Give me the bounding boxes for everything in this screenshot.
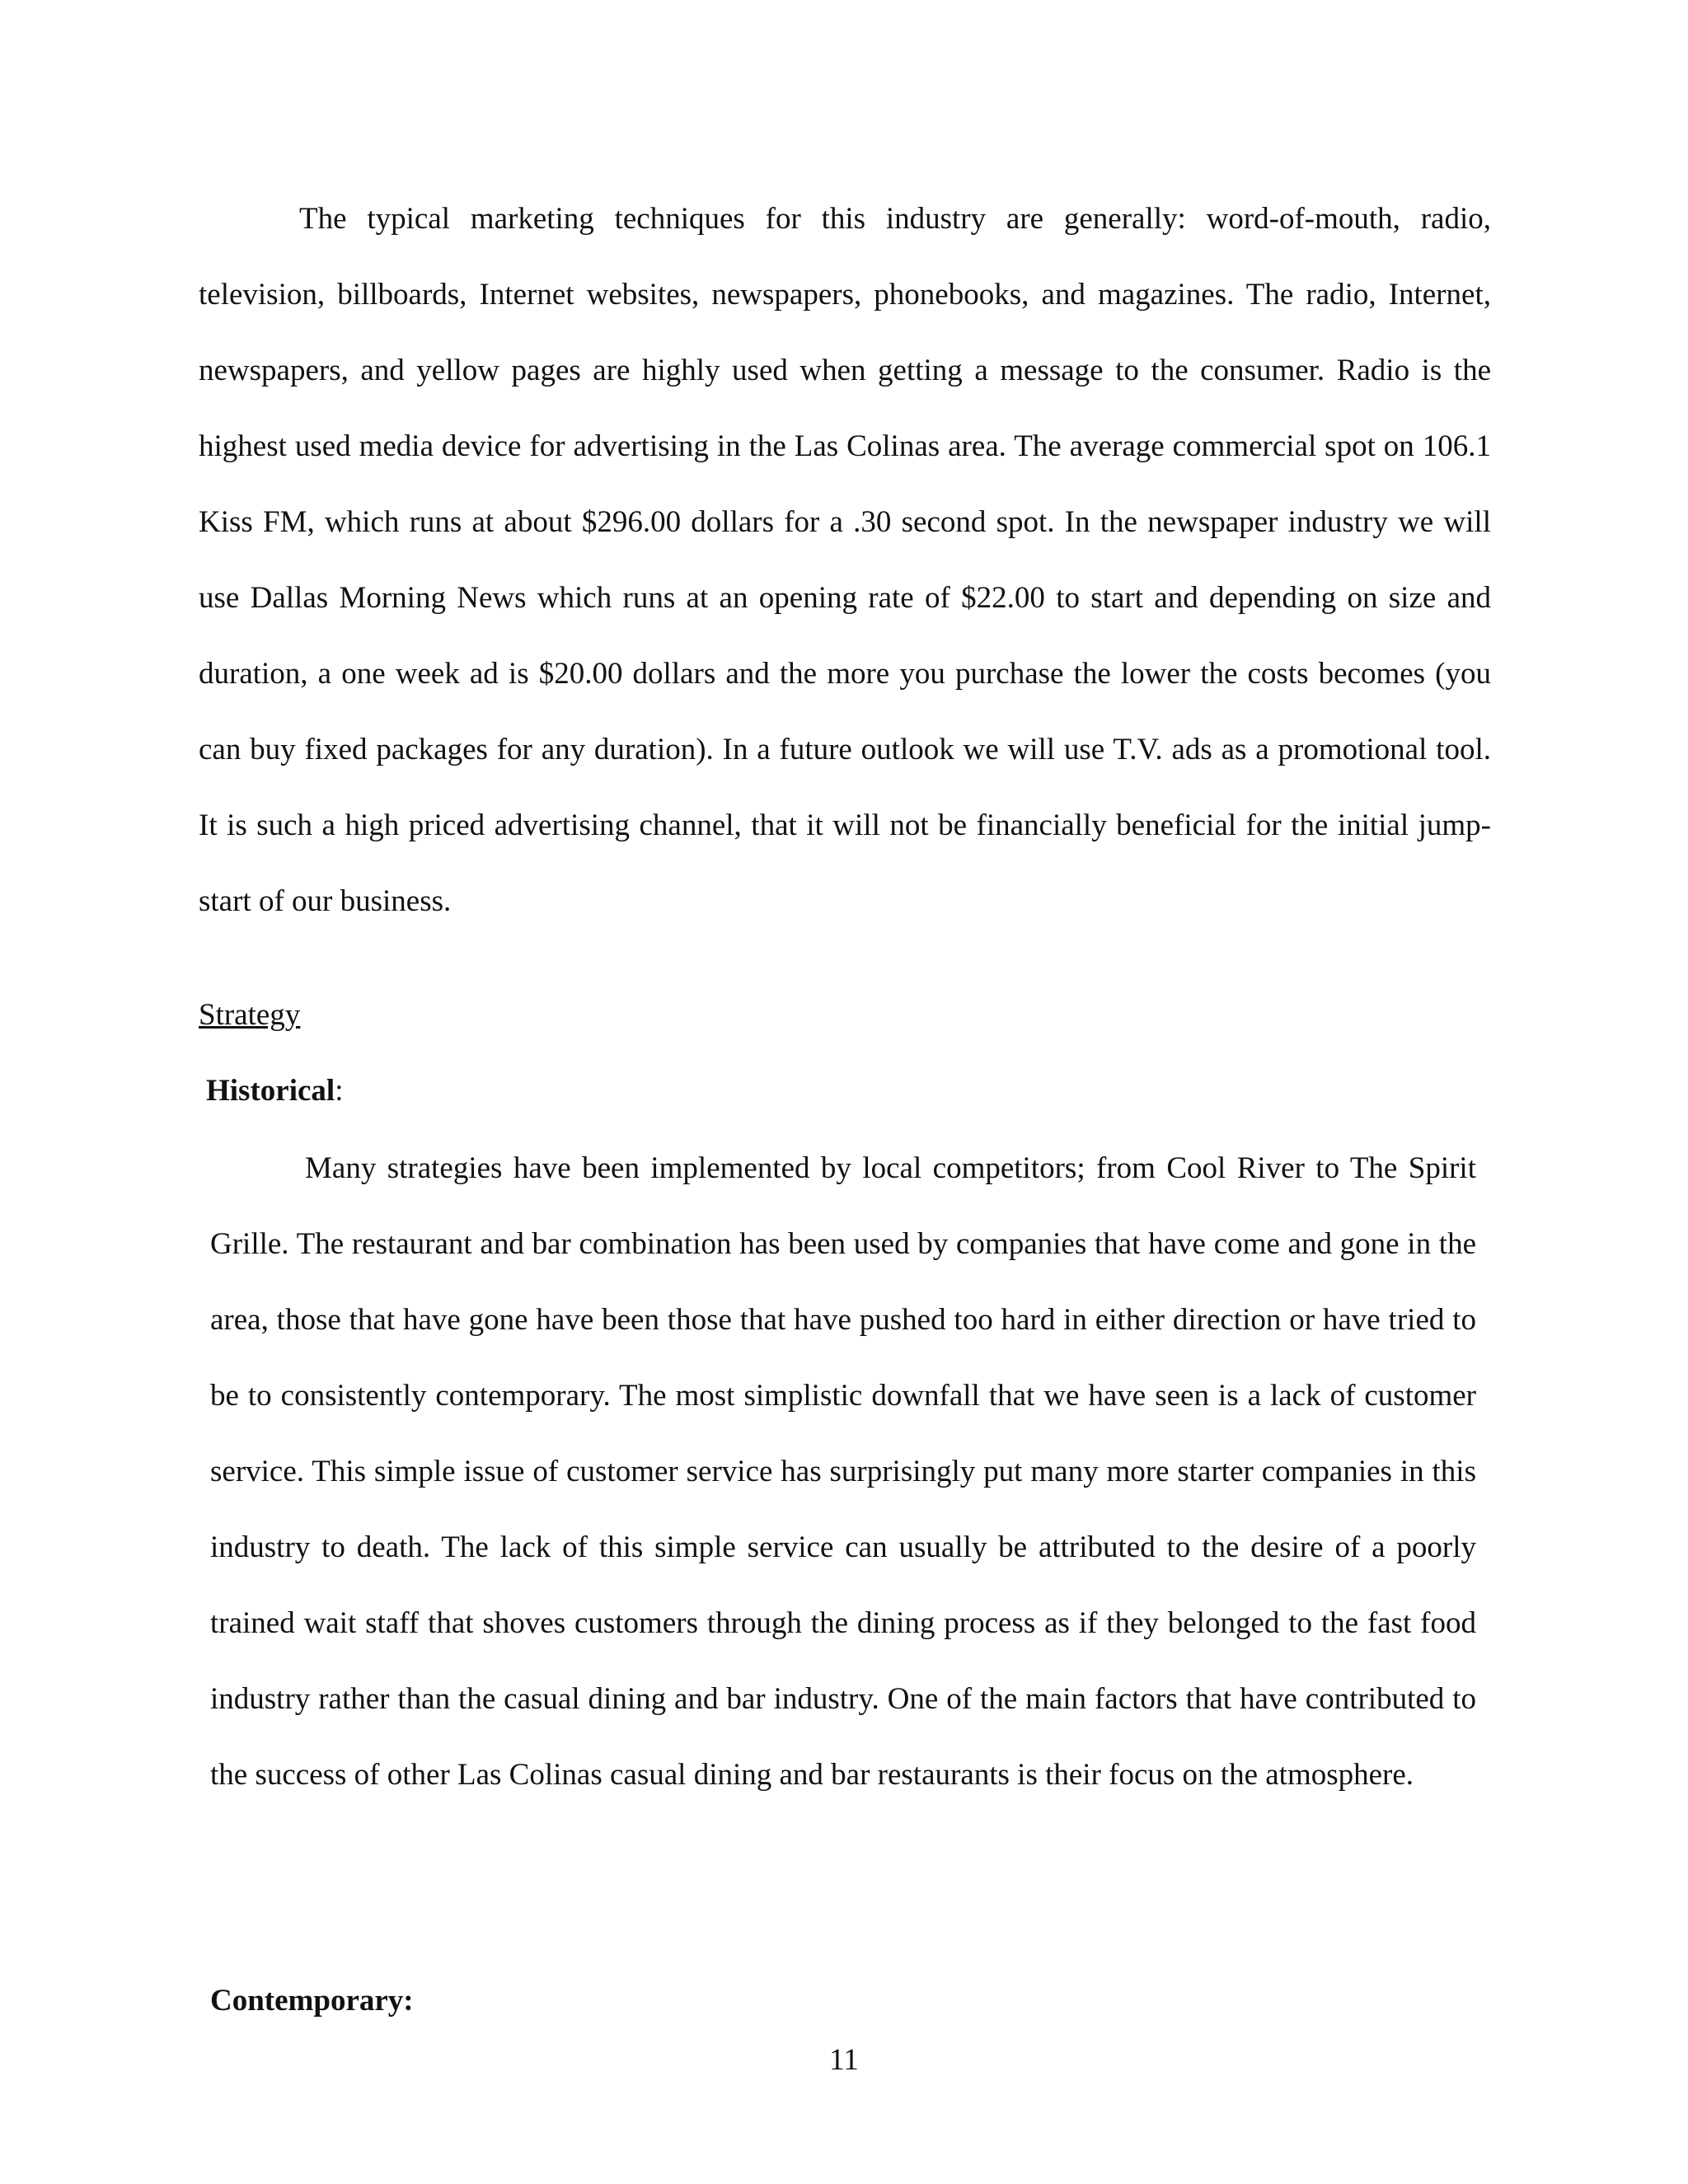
body-paragraph-marketing-techniques: The typical marketing techniques for this industry are generally: word-of-mouth, radio, television, billboards, Internet websites, newspapers, phonebooks, and magazines. The radio, Internet, newspapers, and yellow pages are highly used when getting a message to the consumer. Radio is the highest used media device for advertising in the Las Colinas area. The average commercial spot on 106.1 Kiss FM, which runs at about $296.00 dollars for a .30 second spot. In the newspaper industry we will use Dallas Morning News which runs at an opening rate of $22.00 to start and depending on size and duration, a one week ad is $20.00 dollars and the more you purchase the lower the costs becomes (you can buy fixed packages for any duration). In a future outlook we will use T.V. ads as a promotional tool. It is such a high priced advertising channel, that it will not be financially beneficial for the initial jump-start of our business. bbox=[199, 202, 1491, 918]
page-number: 11 bbox=[829, 2043, 859, 2077]
subheading-historical-label: Historical bbox=[206, 1074, 335, 1108]
body-paragraph-historical-strategies: Many strategies have been implemented by local competitors; from Cool River to The Spirit Grille. The restaurant and bar combination has been used by companies that have come and gone in the area, those that have gone have been those that have pushed too hard in either direction or have tried to be to consistently contemporary. The most simplistic downfall that we have seen is a lack of customer service. This simple issue of customer service has surprisingly put many more starter companies in this industry to death. The lack of this simple service can usually be attributed to the desire of a poorly trained wait staff that shoves customers through the dining process as if they belonged to the fast food industry rather than the casual dining and bar industry. One of the main factors that have contributed to the success of other Las Colinas casual dining and bar restaurants is their focus on the atmosphere. bbox=[210, 1151, 1476, 1792]
subheading-contemporary bbox=[210, 1981, 414, 2021]
subheading-historical-colon: : bbox=[335, 1074, 344, 1108]
subheading-historical bbox=[206, 1071, 343, 1111]
subheading-contemporary-label: Contemporary: bbox=[210, 1984, 414, 2018]
section-heading-strategy: Strategy bbox=[199, 998, 301, 1032]
